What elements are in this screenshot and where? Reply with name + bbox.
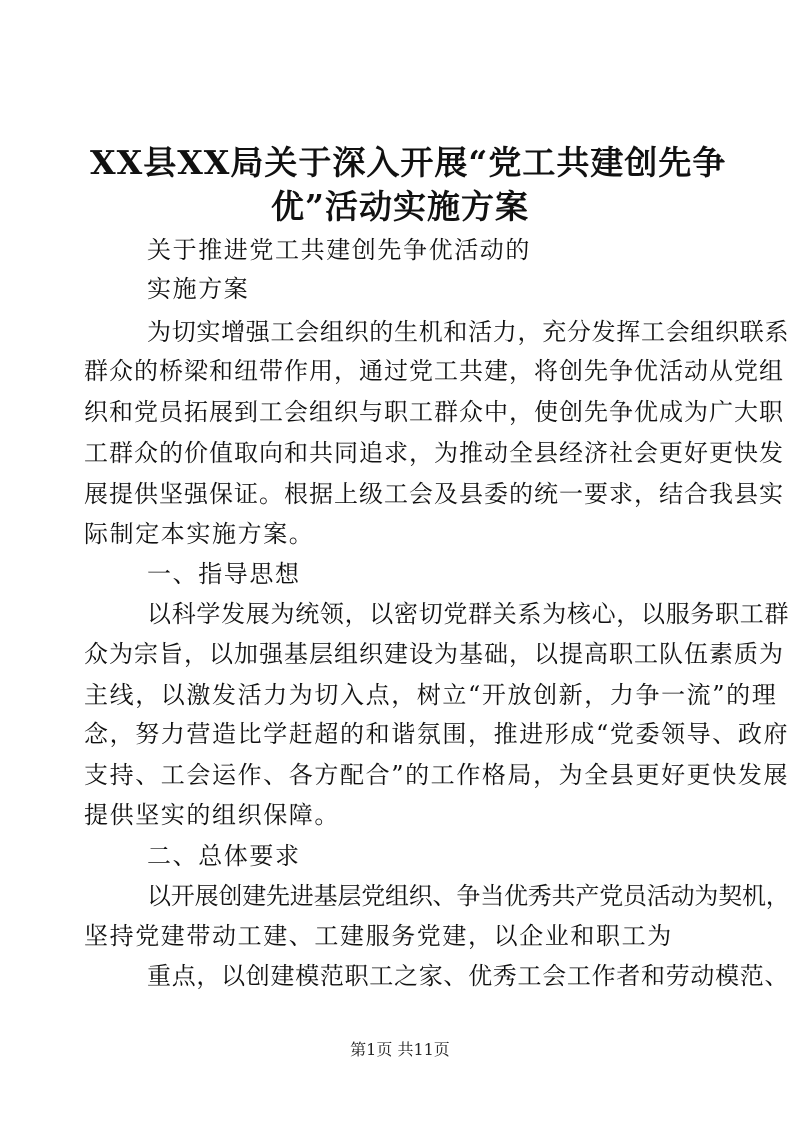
body-line: 织和党员拓展到工会组织与职工群众中，使创先争优成为广大职 [84, 398, 784, 426]
body-line: 群众的桥梁和纽带作用，通过党工共建，将创先争优活动从党组 [84, 357, 784, 385]
body-line: 以开展创建先进基层党组织、争当优秀共产党员活动为契机， [147, 882, 790, 910]
body-line: 为切实增强工会组织的生机和活力，充分发挥工会组织联系 [147, 318, 790, 346]
section-heading-2: 二、总体要求 [147, 842, 301, 870]
body-line: 工群众的价值取向和共同追求，为推动全县经济社会更好更快发 [84, 439, 784, 467]
body-line: 坚持党建带动工建、工建服务党建，以企业和职工为 [84, 922, 673, 950]
body-line: 重点，以创建模范职工之家、优秀工会工作者和劳动模范、 [147, 962, 790, 990]
body-line: 念，努力营造比学赶超的和谐氛围，推进形成“党委领导、政府 [84, 720, 790, 748]
body-line: 以科学发展为统领，以密切党群关系为核心，以服务职工群 [147, 600, 790, 628]
subtitle-line-2: 实施方案 [147, 275, 250, 303]
body-line: 支持、工会运作、各方配合”的工作格局，为全县更好更快发展 [84, 761, 790, 789]
body-line: 提供坚实的组织保障。 [84, 801, 340, 829]
body-line: 展提供坚强保证。根据上级工会及县委的统一要求，结合我县实 [84, 480, 784, 508]
page-footer: 第1页 共11页 [350, 1040, 450, 1059]
body-line: 际制定本实施方案。 [84, 520, 315, 548]
body-line: 主线，以激发活力为切入点，树立“开放创新，力争一流”的理 [84, 681, 778, 709]
body-line: 众为宗旨，以加强基层组织建设为基础，以提高职工队伍素质为 [84, 640, 784, 668]
subtitle-line-1: 关于推进党工共建创先争优活动的 [147, 236, 531, 264]
document-title-line-2: 优”活动实施方案 [271, 187, 529, 226]
section-heading-1: 一、指导思想 [147, 560, 301, 588]
document-title-line-1: XX县XX局关于深入开展“党工共建创先争 [90, 143, 727, 182]
